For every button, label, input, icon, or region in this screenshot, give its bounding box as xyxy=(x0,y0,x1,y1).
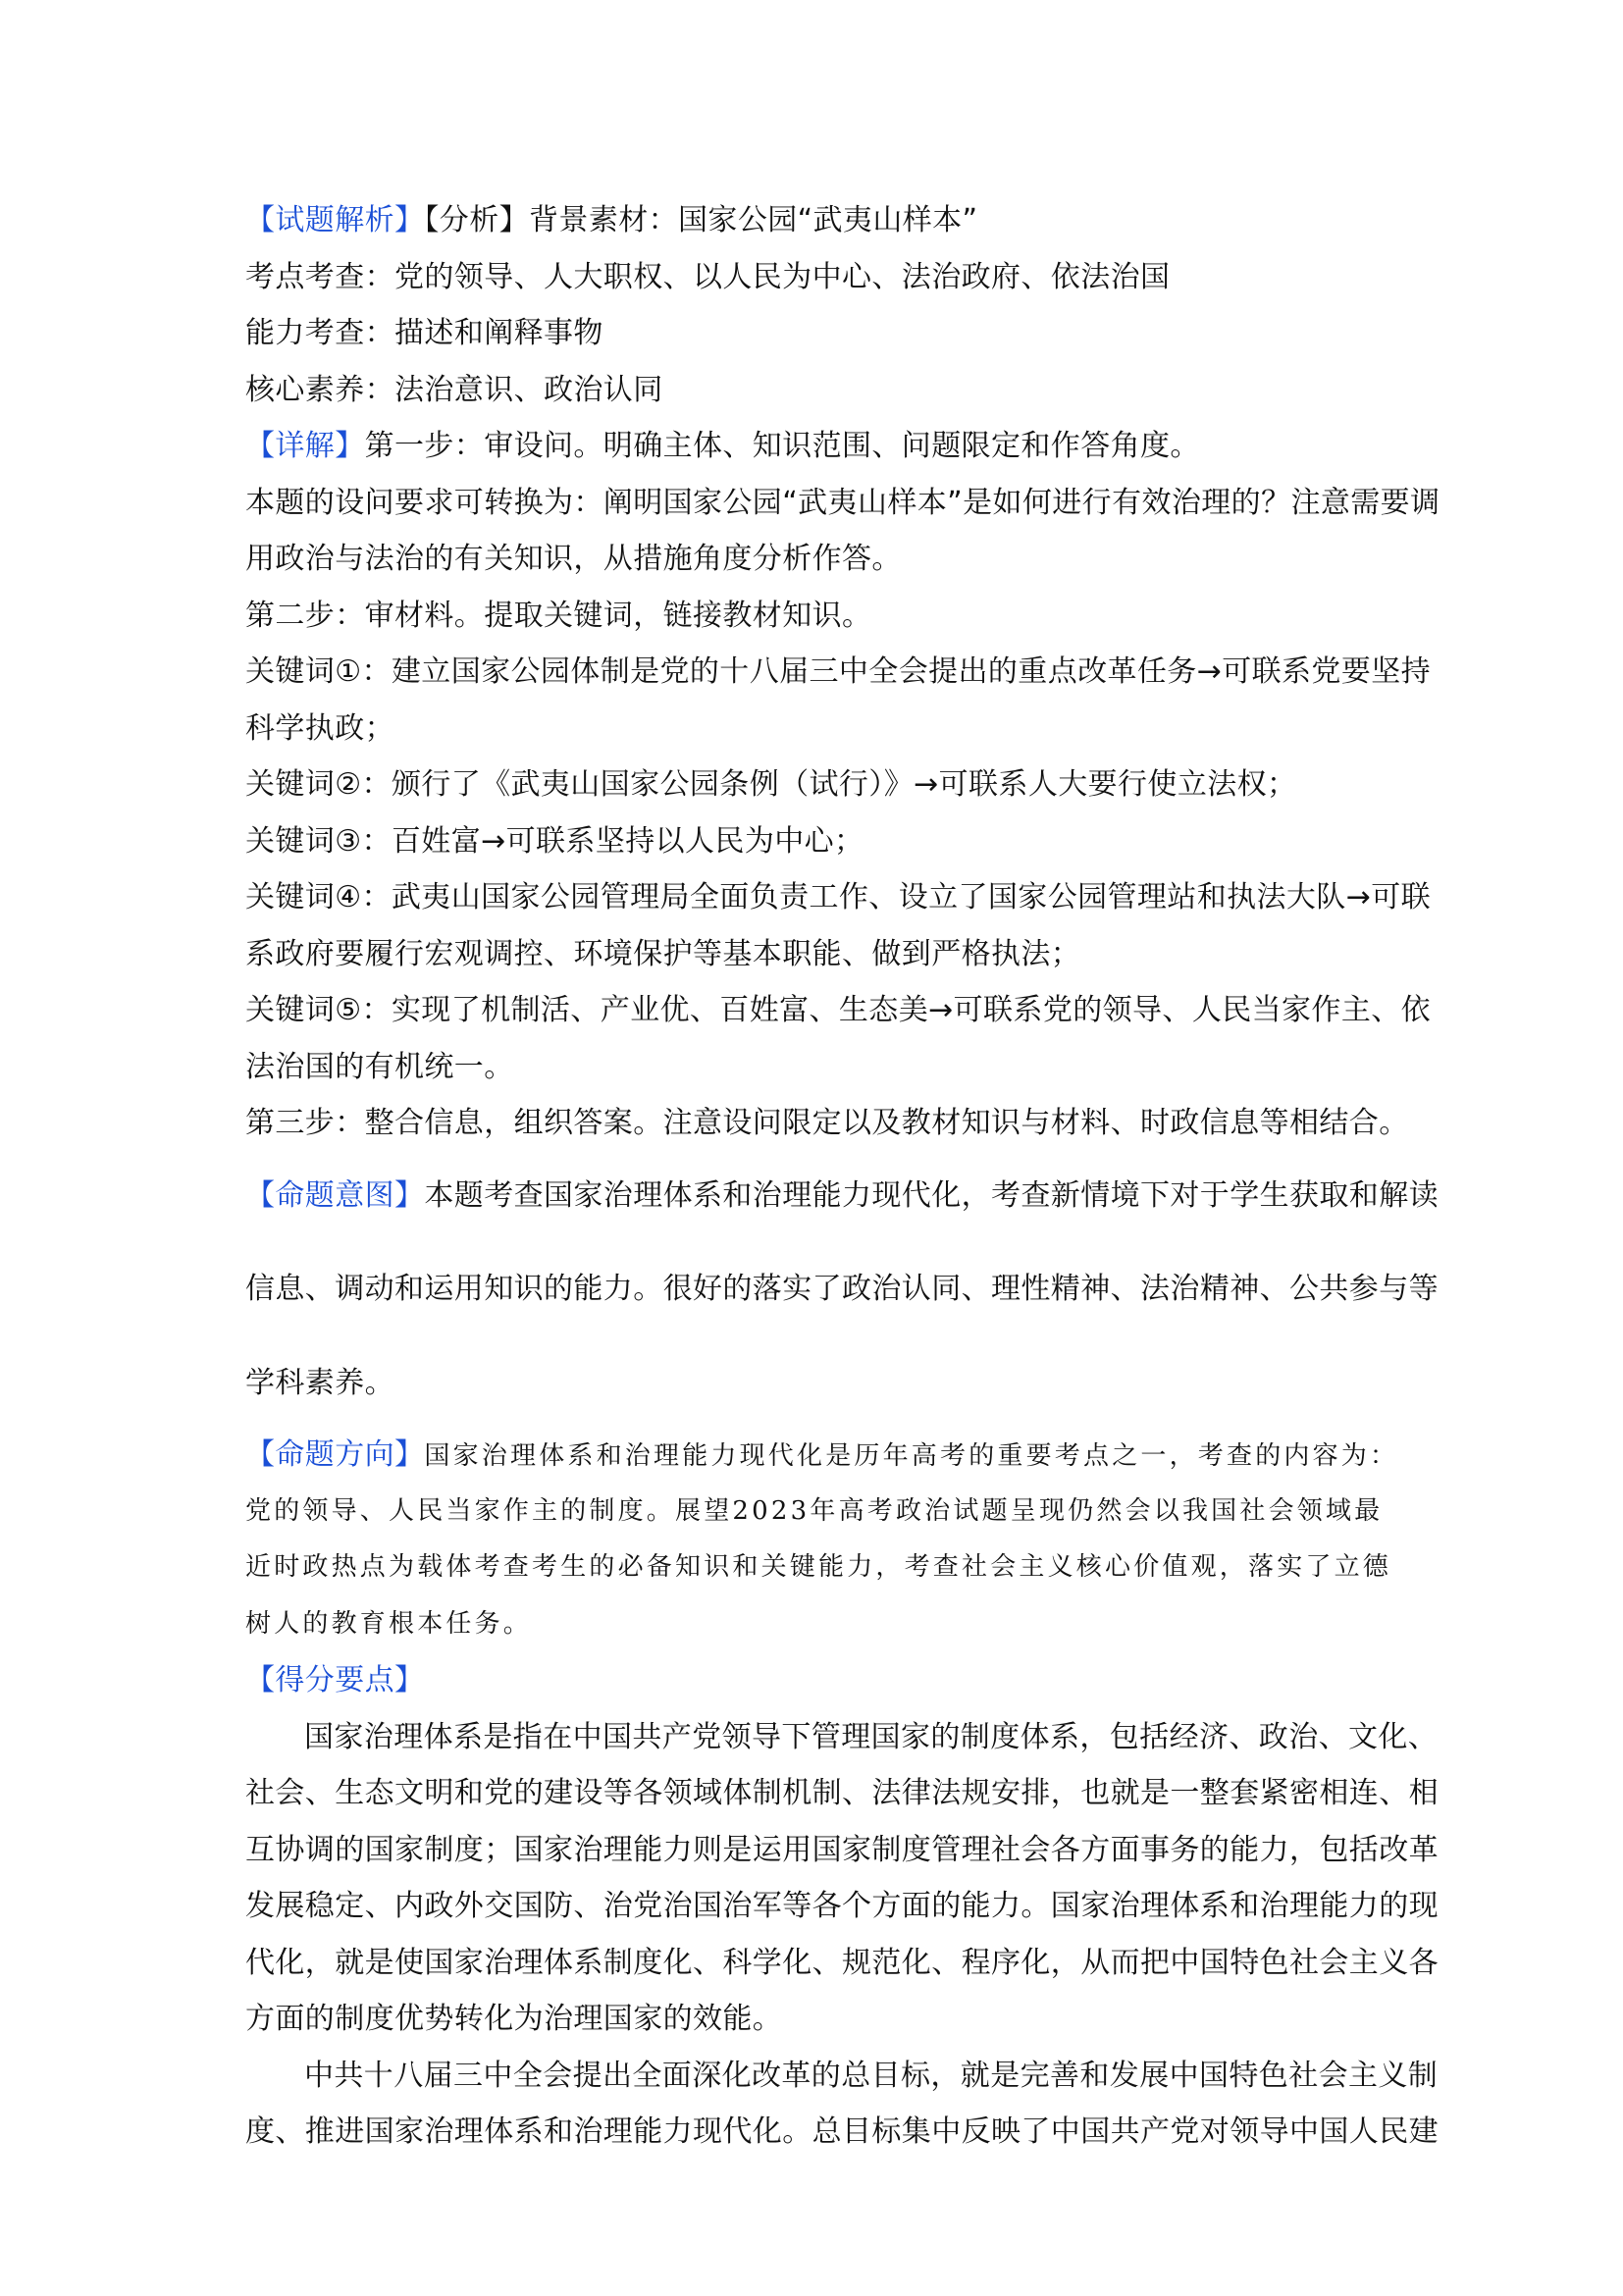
points-p1-line-4: 发展稳定、内政外交国防、治党治国治军等各个方面的能力。国家治理体系和治理能力的现 xyxy=(245,1889,1439,1923)
direction-line-3: 近时政热点为载体考查考生的必备知识和关键能力，考查社会主义核心价值观，落实了立德 xyxy=(245,1552,1392,1582)
direction-line-4: 树人的教育根本任务。 xyxy=(245,1608,533,1639)
direction-text-1: 国家治理体系和治理能力现代化是历年高考的重要考点之一，考查的内容为： xyxy=(424,1441,1399,1471)
intent-line-1 xyxy=(245,1168,1440,1225)
direction-line-2: 党的领导、人民当家作主的制度。展望2023年高考政治试题呈现仍然会以我国社会领域最 xyxy=(245,1495,1384,1526)
analysis-tag: 【试题解析】 xyxy=(245,203,425,237)
keyword-1-line-1: 关键词①：建立国家公园体制是党的十八届三中全会提出的重点改革任务→可联系党要坚持 xyxy=(245,654,1432,689)
points-p2-line-2: 度、推进国家治理体系和治理能力现代化。总目标集中反映了中国共产党对领导中国人民建 xyxy=(245,2114,1439,2149)
kaodian-line: 考点考查：党的领导、人大职权、以人民为中心、法治政府、依法治国 xyxy=(245,259,1171,294)
document-page xyxy=(245,192,1440,2161)
points-p1-line-1: 国家治理体系是指在中国共产党领导下管理国家的制度体系，包括经济、政治、文化、 xyxy=(304,1719,1439,1754)
points-p1-line-6: 方面的制度优势转化为治理国家的效能。 xyxy=(245,2002,783,2036)
intent-line-2: 信息、调动和运用知识的能力。很好的落实了政治认同、理性精神、法治精神、公共参与等 xyxy=(245,1272,1439,1306)
keyword-5-line-2: 法治国的有机统一。 xyxy=(245,1049,514,1084)
nengli-line: 能力考查：描述和阐释事物 xyxy=(245,316,603,350)
step2-line: 第二步：审材料。提取关键词，链接教材知识。 xyxy=(245,598,872,633)
points-tag: 【得分要点】 xyxy=(245,1663,425,1697)
analysis-header-line xyxy=(245,192,1387,249)
direction-tag: 【命题方向】 xyxy=(245,1437,425,1472)
keyword-4-line-2: 系政府要履行宏观调控、环境保护等基本职能、做到严格执法； xyxy=(245,936,1081,971)
background-text: 背景素材：国家公园“武夷山样本” xyxy=(529,203,978,237)
xiangjie-line xyxy=(245,418,1387,475)
question-line-1: 本题的设问要求可转换为：阐明国家公园“武夷山样本”是如何进行有效治理的？注意需要调 xyxy=(245,485,1440,520)
direction-line-1 xyxy=(245,1427,1399,1484)
points-p1-line-5: 代化，就是使国家治理体系制度化、科学化、规范化、程序化，从而把中国特色社会主义各 xyxy=(245,1945,1439,1980)
xiangjie-tag: 【详解】 xyxy=(245,429,365,463)
points-p1-line-3: 互协调的国家制度；国家治理能力则是运用国家制度管理社会各方面事务的能力，包括改革 xyxy=(245,1832,1439,1867)
step1-text: 第一步：审设问。明确主体、知识范围、问题限定和作答角度。 xyxy=(364,429,1200,463)
keyword-3-line: 关键词③：百姓富→可联系坚持以人民为中心； xyxy=(245,823,864,859)
step3-line: 第三步：整合信息，组织答案。注意设问限定以及教材知识与材料、时政信息等相结合。 xyxy=(245,1106,1409,1140)
suyang-line: 核心素养：法治意识、政治认同 xyxy=(245,372,663,407)
keyword-5-line-1: 关键词⑤：实现了机制活、产业优、百姓富、生态美→可联系党的领导、人民当家作主、依 xyxy=(245,993,1432,1027)
points-p2-line-1: 中共十八届三中全会提出全面深化改革的总目标，就是完善和发展中国特色社会主义制 xyxy=(304,2058,1439,2093)
fenxi-tag: 【分析】 xyxy=(424,203,530,237)
keyword-4-line-1: 关键词④：武夷山国家公园管理局全面负责工作、设立了国家公园管理站和执法大队→可联 xyxy=(245,880,1432,914)
keyword-1-line-2: 科学执政； xyxy=(245,710,394,746)
keyword-2-line: 关键词②：颁行了《武夷山国家公园条例（试行）》→可联系人大要行使立法权； xyxy=(245,767,1297,802)
intent-text-1: 本题考查国家治理体系和治理能力现代化，考查新情境下对于学生获取和解读 xyxy=(424,1177,1440,1213)
intent-line-3: 学科素养。 xyxy=(245,1365,394,1400)
question-line-2: 用政治与法治的有关知识，从措施角度分析作答。 xyxy=(245,542,902,576)
points-p1-line-2: 社会、生态文明和党的建设等各领域体制机制、法律法规安排，也就是一整套紧密相连、相 xyxy=(245,1776,1439,1810)
intent-tag: 【命题意图】 xyxy=(245,1177,425,1213)
